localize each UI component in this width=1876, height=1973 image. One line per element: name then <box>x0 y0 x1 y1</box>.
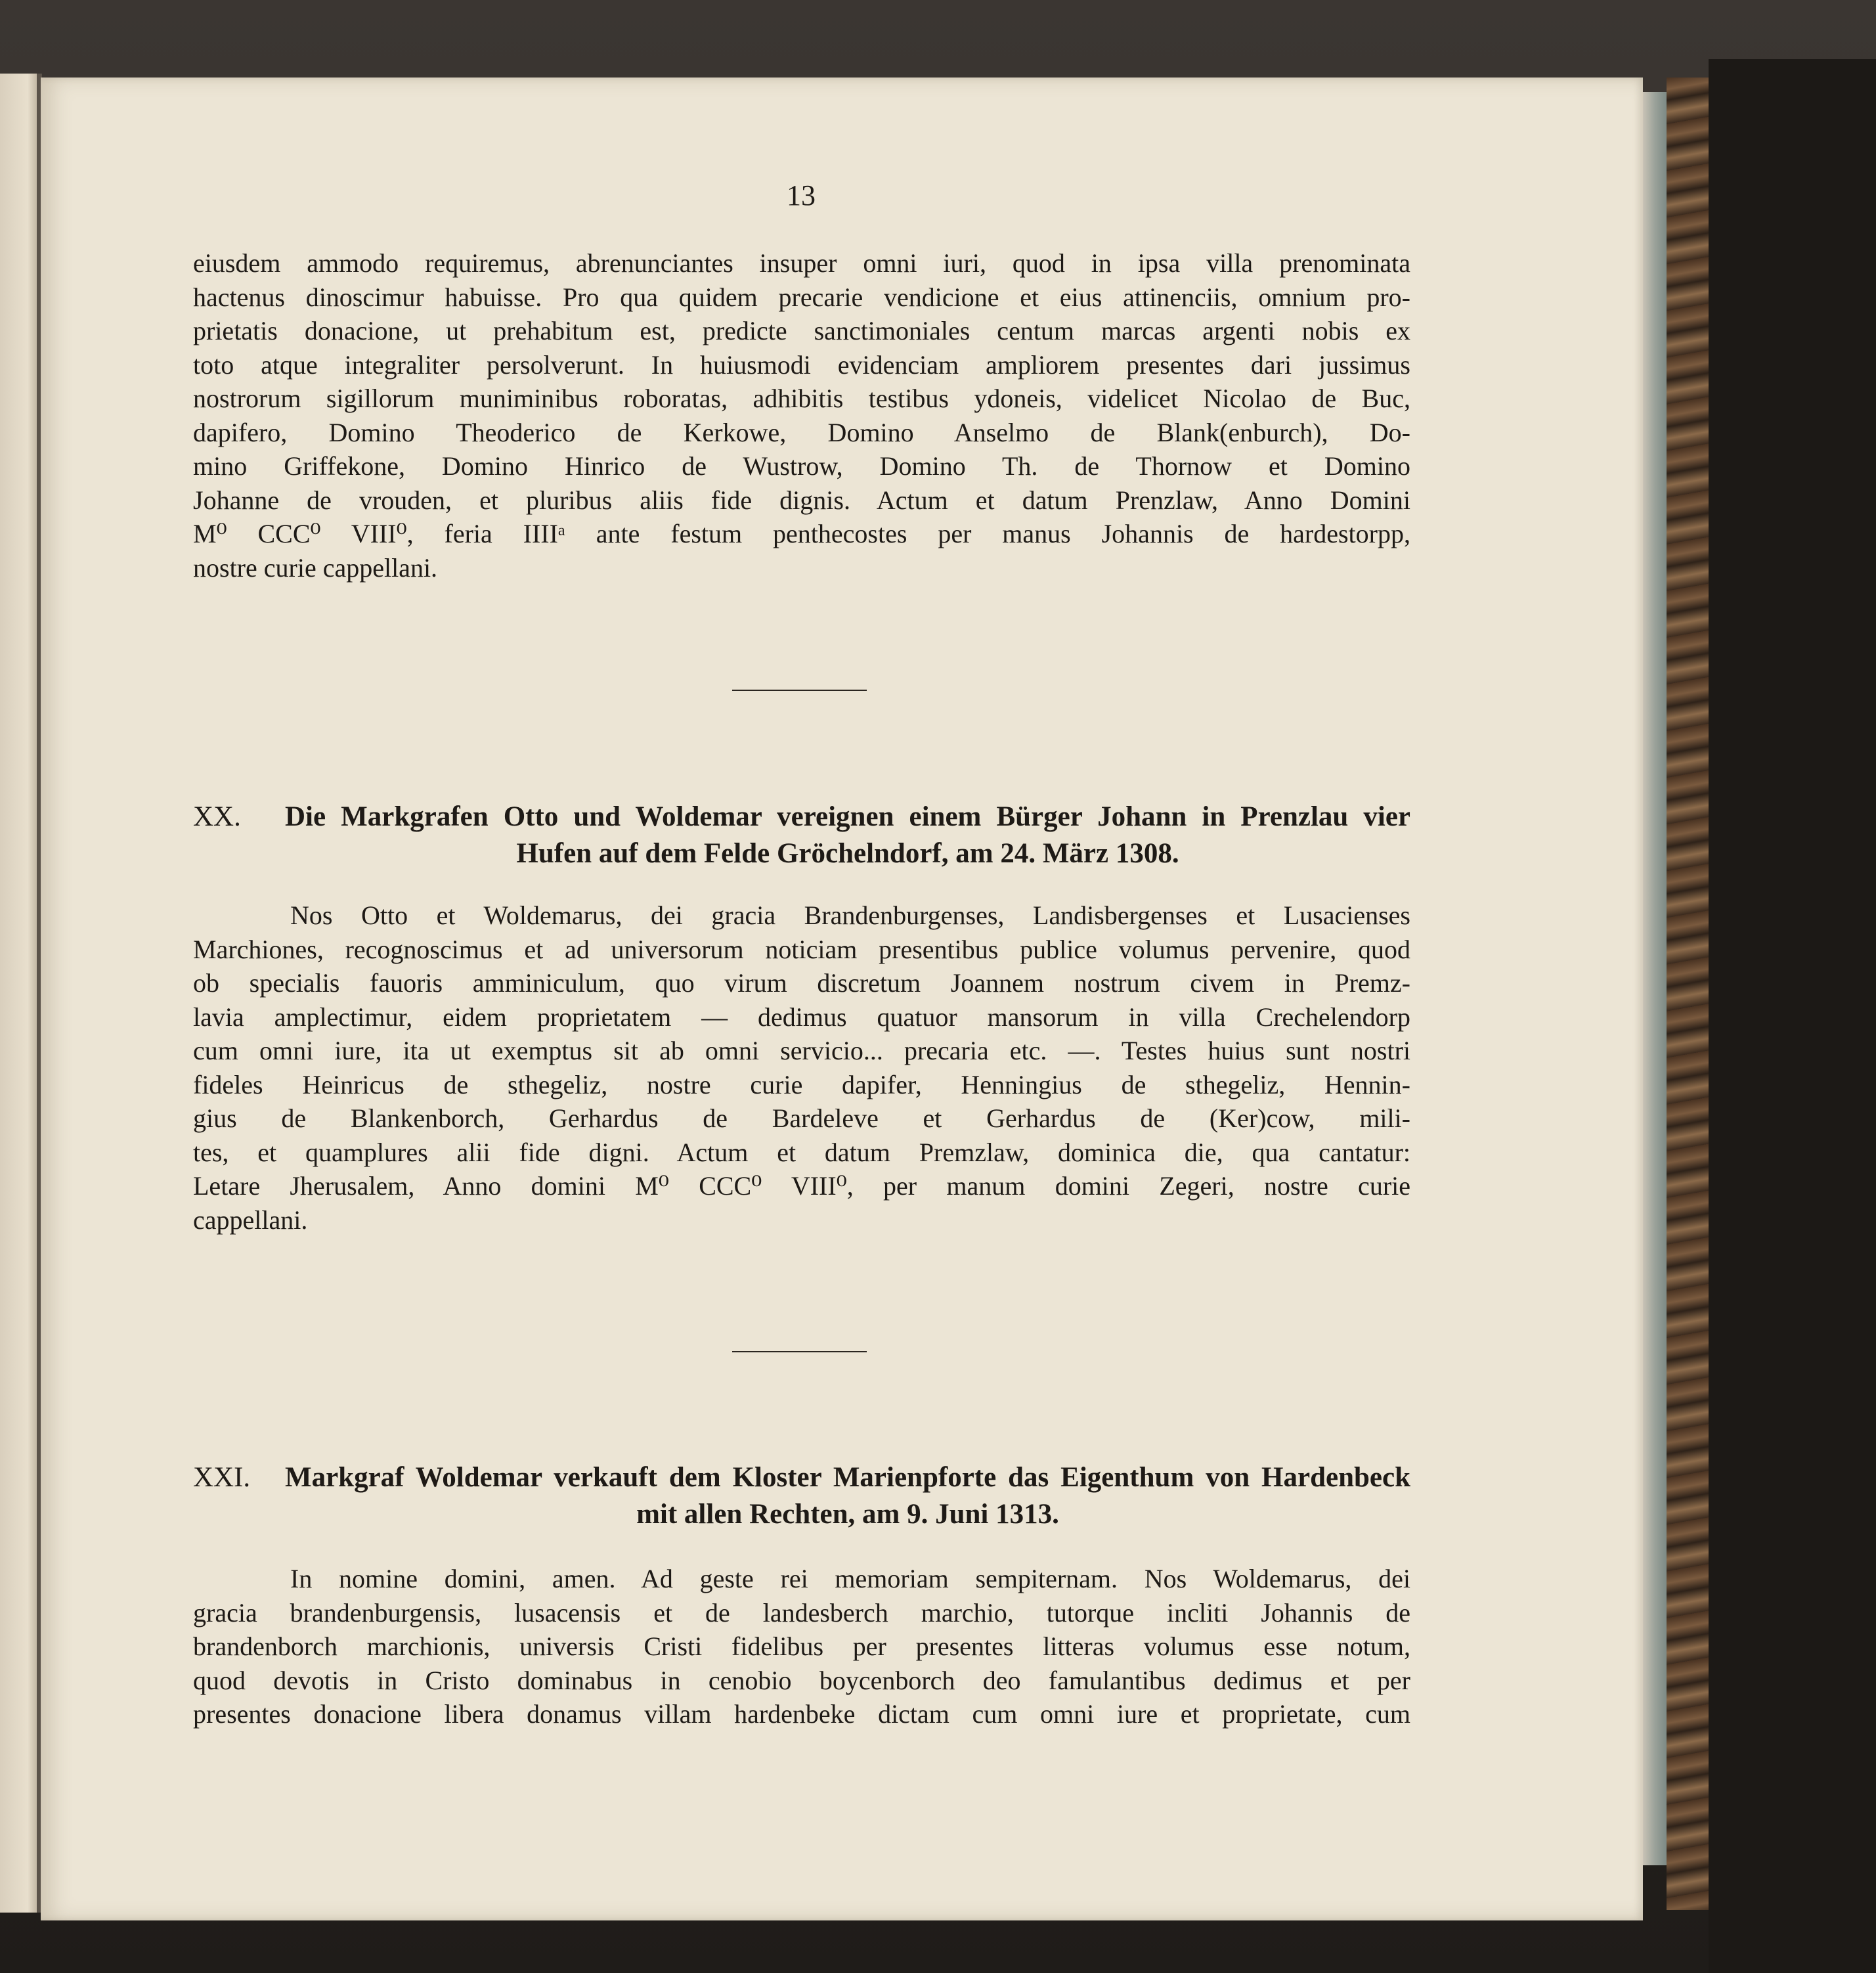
text-line: lavia amplectimur, eidem proprietatem — dedimus quatuor mansorum in villa Crechelendorp <box>193 1002 1410 1032</box>
section-heading-xxi <box>193 1459 1410 1533</box>
page-number: 13 <box>787 179 816 211</box>
heading-line: Hufen auf dem Felde Gröchelndorf, am 24. März 1308. <box>516 838 1179 869</box>
text-line: nostrorum sigillorum muniminibus roboratas, adhibitis testibus ydoneis, videlicet Nicolao de Buc, <box>193 384 1410 413</box>
text-line: mino Griffekone, Domino Hinrico de Wustrow, Domino Th. de Thornow et Domino <box>193 451 1410 481</box>
text-line: fideles Heinricus de sthegeliz, nostre curie dapifer, Henningius de sthegeliz, Hennin- <box>193 1069 1410 1099</box>
section-heading-xx <box>193 799 1410 872</box>
marbled-cover-edge <box>1667 78 1709 1910</box>
text-line: Nos Otto et Woldemarus, dei gracia Brandenburgenses, Landisbergenses et Lusacienses <box>290 900 1410 930</box>
text-line: In nomine domini, amen. Ad geste rei memoriam sempiternam. Nos Woldemarus, dei <box>290 1564 1410 1593</box>
text-line: brandenborch marchionis, universis Cristi fidelibus per presentes litteras volumus esse notum, <box>193 1631 1410 1661</box>
text-line: gius de Blankenborch, Gerhardus de Bardeleve et Gerhardus de (Ker)cow, mili- <box>193 1103 1410 1133</box>
section-divider <box>732 690 867 691</box>
section-number: XXI. <box>193 1462 251 1493</box>
text-line: toto atque integraliter persolverunt. In huiusmodi evidenciam ampliorem presentes dari jussimus <box>193 349 1410 380</box>
text-line: ob specialis fauoris amminiculum, quo virum discretum Joannem nostrum civem in Premz- <box>193 968 1410 998</box>
text-line: prietatis donacione, ut prehabitum est, predicte sanctimoniales centum marcas argenti nobis ex <box>193 316 1410 345</box>
charter-text-continued <box>193 246 1410 585</box>
text-line: dapifero, Domino Theoderico de Kerkowe, Domino Anselmo de Blank(enburch), Do- <box>193 417 1410 447</box>
heading-line: mit allen Rechten, am 9. Juni 1313. <box>636 1499 1059 1530</box>
text-line: cappellani. <box>193 1205 308 1235</box>
text-line: Johanne de vrouden, et pluribus aliis fide dignis. Actum et datum Prenzlaw, Anno Domini <box>193 485 1410 515</box>
text-line: presentes donacione libera donamus villam hardenbeke dictam cum omni iure et proprietate, cum <box>193 1699 1410 1729</box>
section-divider <box>732 1351 867 1352</box>
page-stack-edge <box>1643 92 1667 1865</box>
text-line: Marchiones, recognoscimus et ad universorum noticiam presentibus publice volumus pervenire, quod <box>193 934 1410 964</box>
text-line: eiusdem ammodo requiremus, abrenunciantes insuper omni iuri, quod in ipsa villa prenominata <box>193 248 1410 278</box>
text-line: nostre curie cappellani. <box>193 552 438 583</box>
text-line: tes, et quamplures alii fide digni. Actum et datum Premzlaw, dominica die, qua cantatur: <box>193 1137 1410 1167</box>
scan-dark-margin <box>1709 59 1876 1973</box>
text-line: cum omni iure, ita ut exemptus sit ab omni servicio... precaria etc. —. Testes huius sunt nostri <box>193 1036 1410 1065</box>
text-line: hactenus dinoscimur habuisse. Pro qua quidem precarie vendicione et eius attinenciis, omnium pro- <box>193 282 1410 312</box>
text-line: gracia brandenburgensis, lusacensis et de landesberch marchio, tutorque incliti Johannis de <box>193 1597 1410 1628</box>
text-line: M⁰ CCC⁰ VIII⁰, feria IIIIᵃ ante festum penthecostes per manus Johannis de hardestorpp, <box>193 519 1410 548</box>
charter-text-xx <box>193 898 1410 1237</box>
section-number: XX. <box>193 801 241 832</box>
text-line: quod devotis in Cristo dominabus in cenobio boycenborch deo famulantibus dedimus et per <box>193 1665 1410 1695</box>
heading-line: Die Markgrafen Otto und Woldemar vereignen einem Bürger Johann in Prenzlau vier <box>285 801 1410 832</box>
charter-text-xxi <box>193 1562 1410 1731</box>
facing-page-edge <box>0 74 39 1913</box>
text-line: Letare Jherusalem, Anno domini M⁰ CCC⁰ VIII⁰, per manum domini Zegeri, nostre curie <box>193 1171 1410 1201</box>
heading-line: Markgraf Woldemar verkauft dem Kloster Marienpforte das Eigenthum von Hardenbeck <box>285 1462 1410 1493</box>
